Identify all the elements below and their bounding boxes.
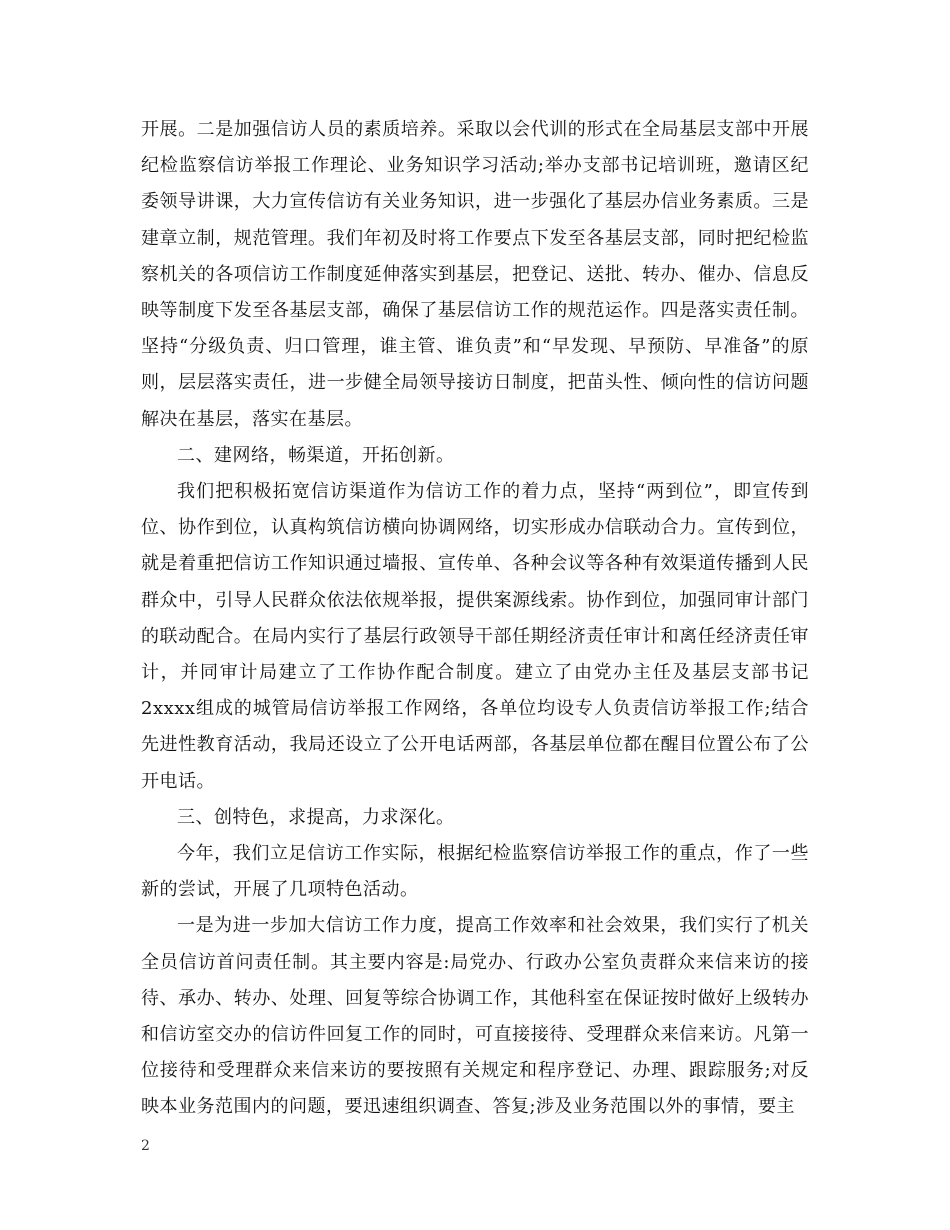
paragraph: 一是为进一步加大信访工作力度，提高工作效率和社会效果，我们实行了机关全员信访首问责任制。其主要内容是:局党办、行政办公室负责群众来信来访的接待、承办、转办、处理、回复等综合协调工作，其他科室在保证按时做好上级转办和信访室交办的信访件回复工作的同时，可直接接待、受理群众来信来访。凡第一位接待和受理群众来信来访的要按照有关规定和程序登记、办理、跟踪服务;对反映本业务范围内的问题，要迅速组织调查、答复;涉及业务范围以外的事情，要主 bbox=[141, 915, 809, 1118]
page-number: 2 bbox=[141, 1138, 150, 1154]
section-heading-2: 二、建网络，畅渠道，开拓创新。 bbox=[177, 444, 455, 466]
paragraph-continued: 开展。二是加强信访人员的素质培养。采取以会代训的形式在全局基层支部中开展纪检监察信访举报工作理论、业务知识学习活动;举办支部书记培训班，邀请区纪委领导讲课，大力宣传信访有关业务知识，进一步强化了基层办信业务素质。三是建章立制，规范管理。我们年初及时将工作要点下发至各基层支部，同时把纪检监察机关的各项信访工作制度延伸落实到基层，把登记、送批、转办、催办、信息反映等制度下发至各基层支部，确保了基层信访工作的规范运作。四是落实责任制。坚持“分级负责、归口管理，谁主管、谁负责”和“早发现、早预防、早准备”的原则，层层落实责任，进一步健全局领导接访日制度，把苗头性、倾向性的信访问题解决在基层，落实在基层。 bbox=[141, 119, 809, 430]
paragraph: 我们把积极拓宽信访渠道作为信访工作的着力点，坚持“两到位”，即宣传到位、协作到位，认真构筑信访横向协调网络，切实形成办信联动合力。宣传到位，就是着重把信访工作知识通过墙报、宣传单、各种会议等各种有效渠道传播到人民群众中，引导人民群众依法依规举报，提供案源线索。协作到位，加强同审计部门的联动配合。在局内实行了基层行政领导干部任期经济责任审计和离任经济责任审计，并同审计局建立了工作协作配合制度。建立了由党办主任及基层支部书记2xxxx组成的城管局信访举报工作网络，各单位均设专人负责信访举报工作;结合先进性教育活动，我局还设立了公开电话两部，各基层单位都在醒目位置公布了公开电话。 bbox=[141, 481, 809, 792]
document-body bbox=[141, 112, 809, 1126]
paragraph: 今年，我们立足信访工作实际，根据纪检监察信访举报工作的重点，作了一些新的尝试，开展了几项特色活动。 bbox=[141, 843, 809, 901]
section-heading-3: 三、创特色，求提高，力求深化。 bbox=[177, 806, 455, 828]
